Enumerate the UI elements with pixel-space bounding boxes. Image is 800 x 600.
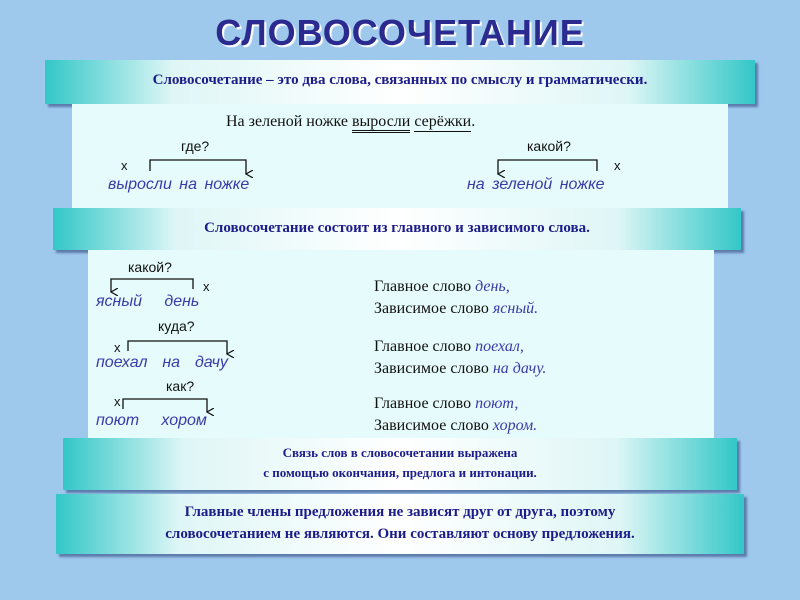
question-arrow [498, 160, 597, 174]
question-label: как? [166, 378, 195, 394]
question-arrow [123, 399, 207, 412]
composition-text: Словосочетание состоит из главного и зависимого слова. [204, 220, 590, 236]
question-label: какой? [527, 138, 571, 154]
main-word: поют, [475, 395, 519, 412]
phrase-example: ясный день [96, 293, 200, 310]
question-arrow [111, 279, 193, 292]
dependent-label: Зависимое слово [374, 300, 493, 317]
question-label: куда? [158, 318, 195, 334]
note-line: словосочетанием не являются. Они составляют основу предложения. [165, 526, 635, 542]
question-label: где? [181, 138, 210, 154]
definition-text: Словосочетание – это два слова, связанных по смыслу и грамматически. [152, 72, 648, 88]
main-label: Главное слово [374, 395, 476, 412]
main-word-mark: х [114, 340, 121, 355]
main-label: Главное слово [374, 278, 476, 295]
dependent-label: Зависимое слово [374, 417, 493, 434]
main-label: Главное слово [374, 338, 476, 355]
main-word-mark: х [614, 158, 621, 173]
slide-title: СЛОВОСОЧЕТАНИЕ [215, 12, 585, 53]
note-line: Главные члены предложения не зависят друг от друга, поэтому [184, 504, 616, 520]
connection-line: с помощью окончания, предлога и интонации. [263, 465, 537, 480]
subject-word: серёжки [414, 113, 472, 130]
dependent-label: Зависимое слово [374, 360, 493, 377]
dependent-word: ясный. [492, 300, 539, 317]
phrase-example: поют хором [96, 412, 207, 429]
sentence-part: На зеленой ножке [226, 113, 348, 130]
dependent-word: на дачу. [492, 360, 547, 377]
dependent-word: хором. [492, 417, 538, 434]
phrase-example: выросли на ножке [108, 176, 250, 193]
main-word: поехал, [475, 338, 524, 355]
phrase-example: поехал на дачу [96, 354, 228, 371]
main-word-mark: х [203, 279, 210, 294]
main-word-mark: х [121, 158, 128, 173]
question-arrow [150, 160, 246, 174]
sentence-dot: . [471, 113, 476, 130]
main-word-mark: х [114, 394, 121, 409]
predicate-word: выросли [352, 113, 410, 133]
connection-line: Связь слов в словосочетании выражена [282, 445, 518, 460]
question-arrow [128, 341, 227, 354]
main-word: день, [475, 278, 510, 295]
phrase-example: на зеленой ножке [467, 176, 605, 193]
question-label: какой? [128, 259, 172, 275]
